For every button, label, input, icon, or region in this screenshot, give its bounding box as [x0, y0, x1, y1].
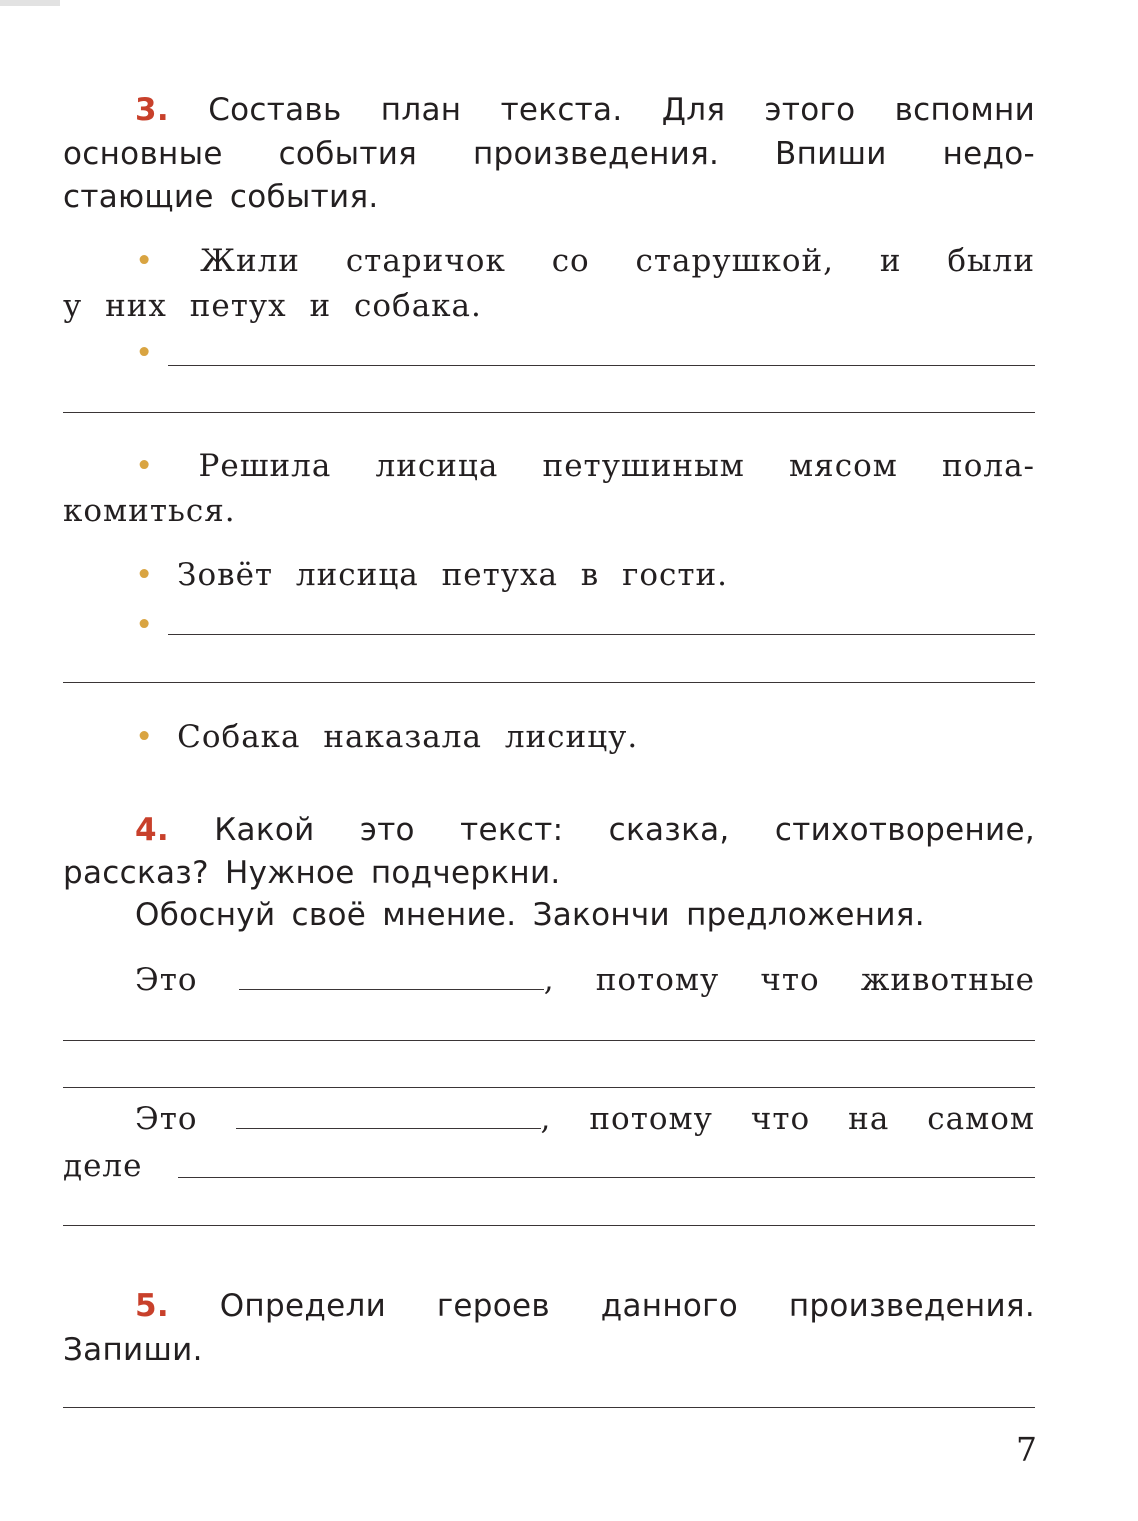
bullet-icon: • — [135, 557, 155, 593]
task4-line3: Обоснуй своё мнение. Закончи предложения. — [135, 897, 925, 933]
plan-item-1: • Жили старичок со старушкой, и были — [135, 243, 1036, 279]
bullet-icon: • — [135, 335, 155, 371]
answer-line[interactable] — [63, 412, 1035, 413]
task4-number: 4. — [135, 812, 169, 848]
answer-line[interactable] — [178, 1177, 1035, 1178]
sentence-1: Это , потому что животные — [135, 962, 1035, 998]
task4-line1: 4. Какой это текст: сказка, стихотворение, — [135, 812, 1036, 848]
plan-item-1-line2: у них петух и собака. — [63, 288, 482, 324]
task3-number: 3. — [135, 92, 169, 128]
page-number: 7 — [1016, 1430, 1037, 1469]
plan-item-3-line2: комиться. — [63, 493, 236, 529]
answer-line[interactable] — [63, 1225, 1035, 1226]
task5-number: 5. — [135, 1288, 169, 1324]
answer-line[interactable] — [168, 634, 1035, 635]
bullet-icon: • — [135, 719, 155, 755]
plan-item-3: • Решила лисица петушиным мясом пола- — [135, 448, 1036, 484]
answer-line[interactable] — [63, 1040, 1035, 1041]
answer-line[interactable] — [168, 365, 1035, 366]
answer-line[interactable] — [63, 682, 1035, 683]
page-corner-mark — [0, 0, 60, 6]
task3-line3: стающие события. — [63, 179, 379, 215]
bullet-icon: • — [135, 243, 155, 279]
task4-line2: рассказ? Нужное подчеркни. — [63, 855, 561, 891]
sentence-2: Это , потому что на самом — [135, 1101, 1036, 1137]
fill-blank[interactable] — [239, 985, 544, 990]
answer-line[interactable] — [63, 1087, 1035, 1088]
bullet-icon: • — [135, 448, 155, 484]
plan-item-6: • Собака наказала лисицу. — [135, 719, 639, 755]
task3-line1: 3. Составь план текста. Для этого вспомни — [135, 92, 1036, 128]
task3-line2: основные события произведения. Впиши недо- — [63, 136, 1036, 172]
answer-line[interactable] — [63, 1407, 1035, 1408]
task5-line2: Запиши. — [63, 1332, 203, 1368]
plan-item-4: • Зовёт лисица петуха в гости. — [135, 557, 729, 593]
fill-blank[interactable] — [236, 1124, 541, 1129]
sentence-2-line2: деле — [63, 1148, 143, 1184]
task5-line1: 5. Определи героев данного произведения. — [135, 1288, 1036, 1324]
bullet-icon: • — [135, 607, 155, 643]
